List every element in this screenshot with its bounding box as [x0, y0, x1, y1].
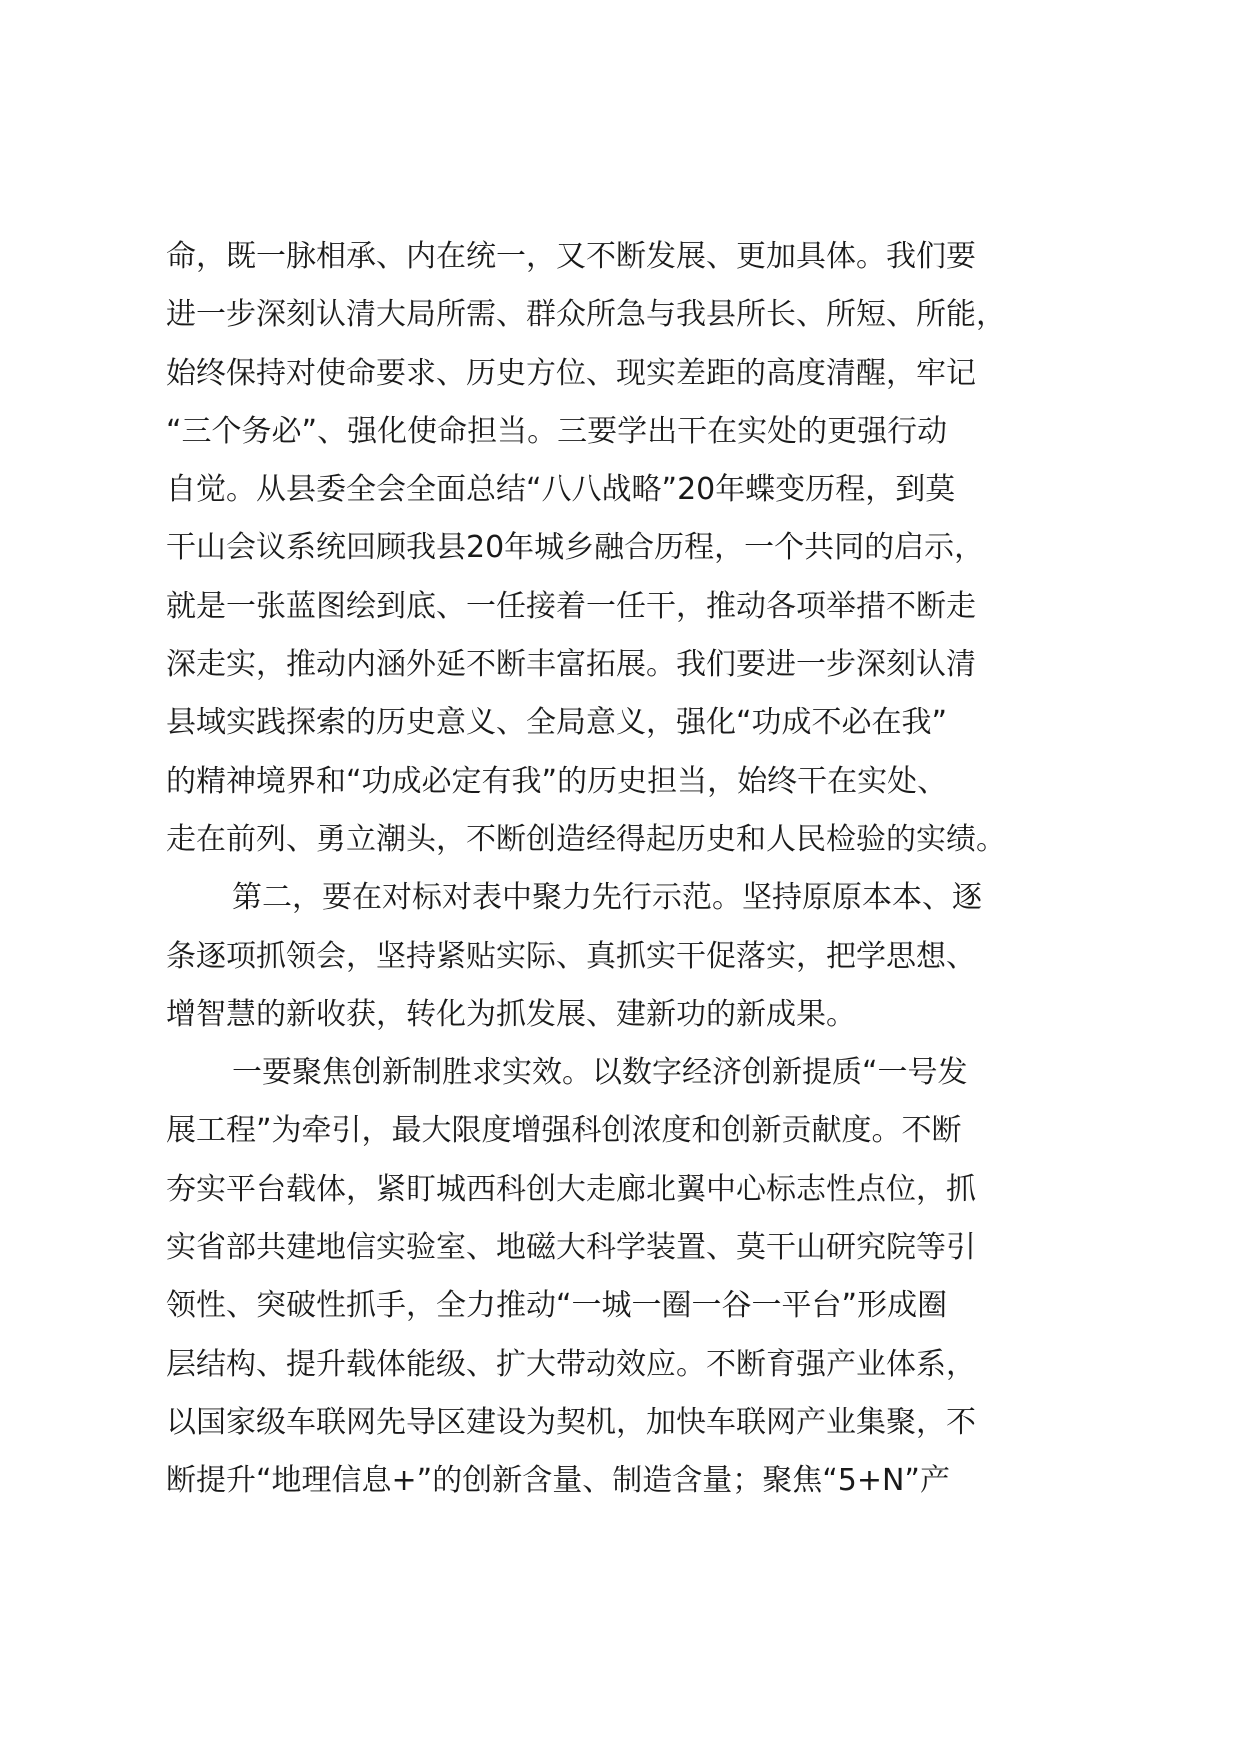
text-line: 始终保持对使命要求、历史方位、现实差距的高度清醒，牢记	[166, 355, 976, 391]
text-line: 县域实践探索的历史意义、全局意义，强化“功成不必在我”	[166, 705, 948, 741]
text-line: 以国家级车联网先导区建设为契机，加快车联网产业集聚，不	[166, 1404, 976, 1440]
text-line: 夯实平台载体，紧盯城西科创大走廊北翼中心标志性点位，抓	[166, 1171, 976, 1207]
text-line: 实省部共建地信实验室、地磁大科学装置、莫干山研究院等引	[166, 1230, 976, 1266]
text-line: 就是一张蓝图绘到底、一任接着一任干，推动各项举措不断走	[166, 588, 976, 624]
body-text	[166, 228, 1086, 1511]
text-line: 干山会议系统回顾我县20年城乡融合历程，一个共同的启示，	[166, 530, 985, 566]
text-line: 进一步深刻认清大局所需、群众所急与我县所长、所短、所能，	[166, 297, 1006, 333]
text-line: 领性、突破性抓手，全力推动“一城一圈一谷一平台”形成圈	[166, 1288, 948, 1324]
text-line: 条逐项抓领会，坚持紧贴实际、真抓实干促落实，把学思想、	[166, 938, 976, 974]
text-line: 增智慧的新收获，转化为抓发展、建新功的新成果。	[166, 996, 856, 1032]
text-line: “三个务必”、强化使命担当。三要学出干在实处的更强行动	[166, 413, 948, 449]
text-line: 的精神境界和“功成必定有我”的历史担当，始终干在实处、	[166, 763, 948, 799]
paragraph-start-line: 第二，要在对标对表中聚力先行示范。坚持原原本本、逐	[232, 880, 982, 916]
text-line: 深走实，推动内涵外延不断丰富拓展。我们要进一步深刻认清	[166, 647, 976, 683]
text-line: 命，既一脉相承、内在统一，又不断发展、更加具体。我们要	[166, 239, 976, 274]
text-line: 自觉。从县委全会全面总结“八八战略”20年蝶变历程，到莫	[166, 472, 956, 508]
text-line: 层结构、提升载体能级、扩大带动效应。不断育强产业体系，	[166, 1346, 976, 1382]
text-line: 走在前列、勇立潮头，不断创造经得起历史和人民检验的实绩。	[166, 821, 1006, 857]
text-line: 断提升“地理信息+”的创新含量、制造含量；聚焦“5+N”产	[166, 1463, 950, 1499]
paragraph-start-line: 一要聚焦创新制胜求实效。以数字经济创新提质“一号发	[232, 1055, 968, 1091]
text-line: 展工程”为牵引，最大限度增强科创浓度和创新贡献度。不断	[166, 1113, 962, 1149]
